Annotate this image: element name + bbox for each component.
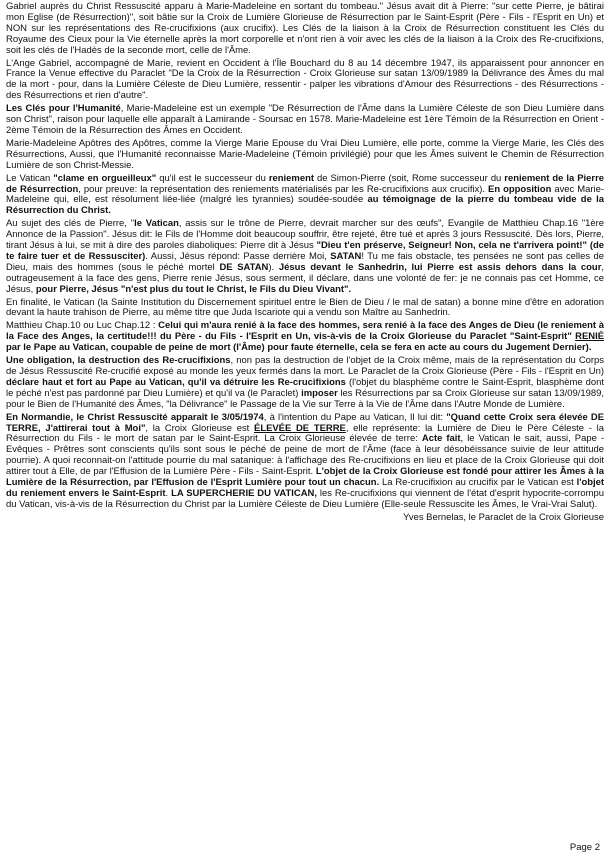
emphasis-text: "clame en orgueilleux" [53, 172, 157, 184]
document-page [6, 2, 604, 861]
emphasis-text: En opposition [488, 183, 552, 195]
text-run: , à l'intention du Pape au Vatican, Il lui dit: [263, 411, 447, 423]
emphasis-text: L'objet de la Croix Glorieuse est fondé pour attirer les Âmes à la Lumière de la Résurrection, par l'Effusion de l'Esprit Lumière pour tout un chacun. [6, 466, 604, 489]
text-run: La Re-crucifixion au crucifix par le Vatican est [379, 477, 577, 489]
emphasis-text: Une obligation, la destruction des Re-crucifixions [6, 355, 231, 367]
emphasis-text: reniement de la Pierre de Résurrection [6, 172, 604, 195]
text-run: les Re-crucifixions qui viennent de l'état d'esprit hypocrite-corrompu du Vatican, vis-à-vis de la Résurrection du Christ par la Lumière Céleste de Dieu Lumière (Elle-seule Ressuscite les Âmes, le Vrai-Vrai Salut). [6, 487, 604, 510]
emphasis-text: pour Pierre, Jésus "n'est plus du tout le Christ, le Fils du Dieu Vivant". [35, 283, 352, 295]
text-run: , non pas la destruction de l'objet de la Croix même, mais de la représentation du Corps de Jésus Ressuscité Re-crucifié exposé au monde les yeux fermés dans la mort. Le Paraclet de la Croix Glorieuse (Père - Fils - l'Esprit en Un) [6, 355, 604, 377]
text-run: Le Vatican [6, 172, 54, 184]
text-run: avec Marie-Madeleine qui, elle, est résolument liée-liée (malgré les tyrannies) soudée-soudée [6, 183, 604, 206]
paragraph [6, 59, 604, 103]
paragraph [6, 298, 604, 320]
text-run: Gabriel auprès du Christ Ressuscité apparu à Marie-Madeleine en sortant du tombeau." Jésus avait dit à Pierre: "sur cette Pierre, je bâtirai mon Eglise (de Résurrection)", soit bâtie sur la Croix de Lumière Glorieuse de Résurrection par le Saint-Esprit (Père - Fils - l'Esprit en Un) et NON sur les représentations des Re-crucifixions (aux crucifix). Les Clés de la liaison à la Croix de Résurrection constituent les Clés du Royaume des Cieux pour la Vie éternelle après la mort corporelle et n'ont rien à voir avec les clés de la liaison à la Croix des Re-crucifixions, soit les clés de l'Hadès de la seconde mort, celle de l'Âme. [6, 2, 604, 56]
emphasis-text: Acte fait [421, 433, 461, 445]
paragraph [6, 219, 604, 295]
text-run: qu'il est le successeur du [156, 172, 269, 184]
text-run: de Simon-Pierre (soit, Rome successeur du [313, 172, 505, 184]
text-run: les Résurrections par sa Croix Glorieuse sur satan 13/09/1989, pour le Bien de l'Humanité des Âmes, "la Délivrance" le Passage de la Vie sur Terre à la Vie de l'Âme dans l'Autre Monde de Lumière. [6, 387, 604, 410]
text-run: ! Tu me fais obstacle, tes pensées ne sont pas celles de Dieu, mais des hommes (sous le péché mortel [6, 250, 604, 273]
document-body [6, 2, 604, 511]
paragraph [6, 321, 604, 354]
emphasis-text: le Vatican [134, 218, 179, 230]
emphasis-text: déclare haut et fort au Pape au Vatican, qu'il va détruire les Re-crucifixions [6, 376, 346, 388]
emphasis-text: imposer [301, 387, 338, 399]
text-run: , elle représente: la Lumière de Dieu le Père Céleste - la Résurrection du Fils - le mort de satan par le Saint-Esprit. La Croix Glorieuse élevée de terre: [6, 422, 604, 445]
emphasis-text: par le Pape au Vatican, coupable de peine de mort (l'Âme) pour faute éternelle, cela se fera en acte au cours du Jugement Dernier). [6, 342, 592, 354]
emphasis-text: En Normandie, le Christ Ressuscité apparaît le 3/05/1974 [6, 411, 264, 423]
page-number: Page 2 [569, 842, 600, 853]
emphasis-text: LA SUPERCHERIE DU VATICAN, [171, 487, 317, 499]
emphasis-text: Celui qui m'aura renié à la face des hommes, sera renié à la face des Anges de Dieu (le reniement à la Face des Anges, la certitude!!! du Père - du Fils - l'Esprit en Un, vis-à-vis de la Croix Glorieuse du Paraclet "Saint-Esprit" [6, 320, 604, 343]
text-run: , Marie-Madeleine est un exemple "De Résurrection de l'Âme dans la Lumière Céleste de son Dieu Lumière dans son Christ", raison pour laquelle elle apparaît à Lamirande - Soursac en 1578. Marie-Madeleine est 1ère Témoin de la Résurrection en Orient - 2ème Témoin de la Résurrection des Âmes en Occident. [6, 103, 604, 136]
text-run: En finalité, le Vatican (la Sainte Institution du Discernement spirituel entre le Bien de Dieu / le mal de satan) a bonne mine d'être en adoration devant la haute trahison de Pierre, au même titre que Juda Iscariote qui a vendu son Maître au Sanhedrin. [6, 296, 604, 319]
paragraph [6, 139, 604, 172]
paragraph [6, 356, 604, 411]
text-run: Au sujet des clés de Pierre, " [6, 218, 135, 230]
text-run: . [165, 487, 172, 499]
emphasis-text: "Quand cette Croix sera élevée DE TERRE, J'attirerai tout à Moi" [6, 411, 604, 434]
emphasis-text: RENIÉ [575, 331, 604, 343]
emphasis-text: DE SATAN [219, 261, 269, 273]
text-run: (l'objet du blasphème contre le Saint-Esprit, blasphème dont le péché n'est pas pardonné par Dieu Lumière) et qu'il va (le Paraclet) [6, 376, 604, 399]
text-run: , le Vatican le sait, aussi, Pape - Evêques - Prêtres sont conscients qu'ils sont sous le péché de peine de mort de l'Âme (face à leur désobéissance suivie de leur attitude pourrie). A quoi reconnait-on l'attitude pourrie du mal satanique: à l'affichage des Re-crucifixions en lieu et place de la Croix Glorieuse qui doit attirer tout à Elle, de par l'Effusion de la Lumière Père - Fils - Saint-Esprit. [6, 433, 604, 478]
emphasis-text: "Dieu t'en préserve, Seigneur! Non, cela ne t'arrivera point!" (de te faire tuer et de Ressusciter) [6, 240, 604, 262]
text-run: , pour preuve: la représentation des reniements matérialisés par les Re-crucifixions aux crucifix). [78, 183, 489, 195]
paragraph [6, 174, 604, 218]
signature: Yves Bernelas, le Paraclet de la Croix Glorieuse [403, 511, 604, 523]
paragraph [6, 104, 604, 137]
emphasis-text: Jésus devant le Sanhedrin, lui Pierre est assis dehors dans la cour [278, 261, 602, 273]
paragraph [6, 2, 604, 57]
emphasis-text: l'objet du reniement envers le Saint-Esprit [6, 477, 604, 499]
text-run: Matthieu Chap.10 ou Luc Chap.12 : [6, 320, 159, 332]
paragraph [6, 413, 604, 511]
text-run: L'Ange Gabriel, accompagné de Marie, revient en Occident à l'Île Bouchard du 8 au 14 décembre 1947, ils apparaissent pour annoncer en France la Venue effective du Paraclet "De la Croix de la Résurrection - Croix Glorieuse sur satan 13/09/1989 la Délivrance des Âmes du mal de la mort - pour, dans la Lumière Céleste de Dieu Lumière, ressentir - palper les vibrations d'Amour des Résurrections - des Résurrections - des Résurrections et rien d'autre". [6, 57, 604, 102]
emphasis-text: au témoignage de la pierre du tombeau vide de la Résurrection du Christ. [6, 194, 604, 217]
text-run: , outrageusement à la face des gens, Pierre renie Jésus, sous serment, il déclare, dans une volonté de fer: je ne connais pas cet Homme, ce Jésus, [6, 261, 604, 295]
emphasis-text: Les Clés pour l'Humanité [6, 103, 121, 115]
emphasis-text: reniement [268, 172, 314, 184]
text-run: . Aussi, Jésus répond: Passe derrière Moi, [145, 250, 331, 262]
emphasis-text: ÉLEVÉE DE TERRE [254, 422, 346, 434]
emphasis-text: SATAN [330, 250, 362, 262]
text-run: , assis sur le trône de Pierre, devrait marcher sur des œufs", Evangile de Matthieu Chap.16 "1ère Annonce de la Passion". Jésus dit: le Fils de l'Homme doit beaucoup souffrir, être rejeté, être tué et après 3 jours Ressuscité. Dès lors, Pierre, tirant Jésus à lui, se mit à dire des paroles diaboliques: Pierre dit à Jésus [6, 218, 604, 252]
text-run: , la Croix Glorieuse est [145, 422, 255, 434]
text-run: Marie-Madeleine Apôtres des Apôtres, comme la Vierge Marie Epouse du Vrai Dieu Lumière, elle porte, comme la Vierge Marie, les Clés des Résurrections, Aussi, que l'Humanité reconnaisse Marie-Madeleine (Témoin privilégié) pour que les Âmes suivent le Chemin de Résurrection Lumière de son Christ-Messie. [6, 137, 604, 171]
text-run: ). [268, 261, 279, 273]
